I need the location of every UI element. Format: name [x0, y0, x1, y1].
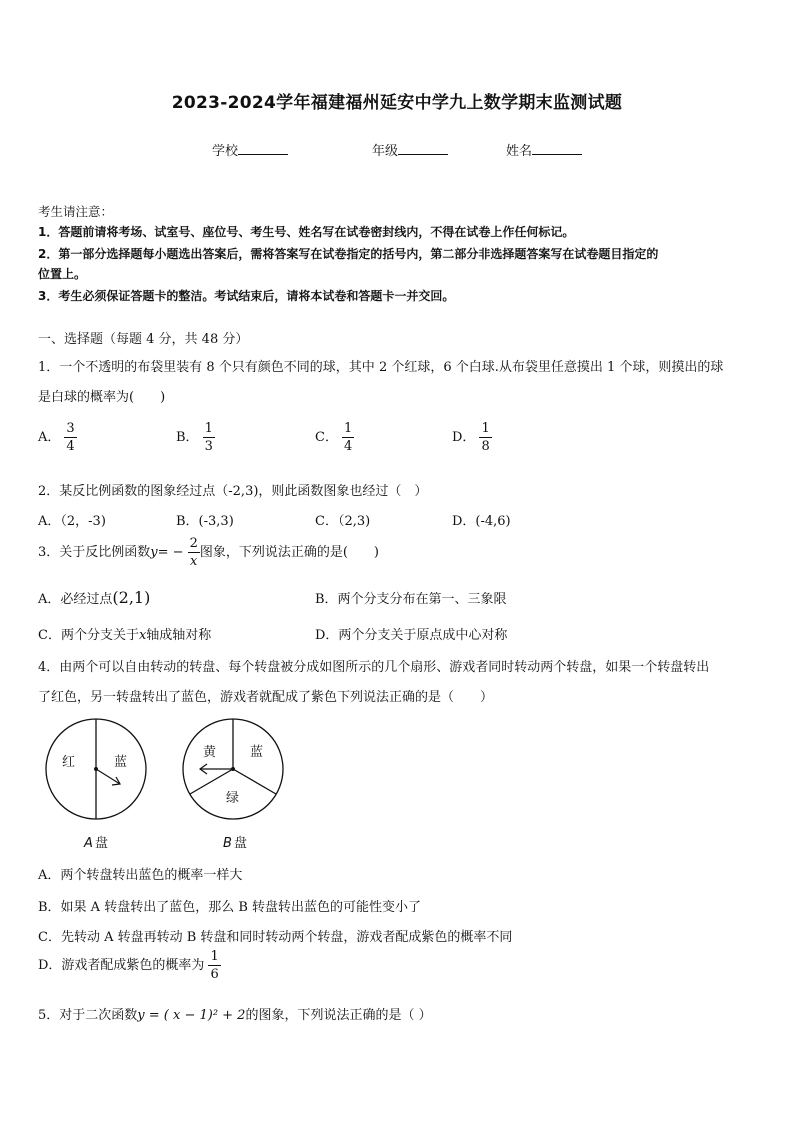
q1-option-b: B． $\frac{1}{3}$: [176, 421, 213, 454]
q1-option-a: A． $\frac{3}{4}$: [38, 421, 75, 454]
q5-formula: y = ( x − 1)² + 2: [137, 1008, 246, 1023]
q4-stem-line1: 4．由两个可以自由转动的转盘、每个转盘被分成如图所示的几个扇形、游戏者同时转动两个转盘，如果一个转盘转出: [38, 660, 710, 675]
school-field: [212, 140, 288, 159]
notice-item-1: 1．答题前请将考场、试室号、座位号、考生号、姓名写在试卷密封线内，不得在试卷上作任何标记。: [38, 225, 575, 239]
name-blank: [532, 142, 582, 155]
spinner-b-blue-label: 蓝: [250, 745, 264, 760]
spinner-b-yellow-label: 黄: [203, 745, 217, 760]
q3-stem: 3．关于反比例函数y= − $\frac{2}{x}$ 图象，下列说法正确的是( ): [38, 536, 379, 569]
q4-option-a: A．两个转盘转出蓝色的概率一样大: [38, 868, 243, 883]
q2-option-b: B．(-3,3): [176, 514, 234, 529]
section-heading: 一、选择题（每题 4 分，共 48 分）: [38, 332, 249, 347]
q2-stem: 2．某反比例函数的图象经过点（-2,3)，则此函数图象也经过（ ）: [38, 484, 428, 499]
spinner-a-blue-label: 蓝: [114, 755, 128, 770]
notice-heading: 考生请注意：: [38, 204, 114, 219]
school-label: 学校: [212, 144, 239, 159]
spinner-b-caption-letter: B: [223, 836, 232, 851]
spinner-a-caption-letter: A: [84, 836, 93, 851]
spinner-figures: [40, 716, 300, 856]
grade-field: [372, 140, 448, 159]
q4-option-d: D．游戏者配成紫色的概率为 $\frac{1}{6}$: [38, 949, 219, 982]
q1-option-c: C． $\frac{1}{4}$: [315, 421, 353, 454]
q2-option-d: D．(-4,6): [452, 514, 511, 529]
q4-option-c: C．先转动 A 转盘再转动 B 转盘和同时转动两个转盘，游戏者配成紫色的概率不同: [38, 930, 513, 945]
q3-option-b: B．两个分支分布在第一、三象限: [315, 592, 507, 607]
grade-blank: [398, 142, 448, 155]
q1-stem-line1: 1．一个不透明的布袋里装有 8 个只有颜色不同的球，其中 2 个红球，6 个白球.从布袋里任意摸出 1 个球，则摸出的球: [38, 360, 724, 375]
q3-fraction: $\frac{2}{x}$: [189, 536, 198, 569]
q3-option-a: A．必经过点(2,1): [38, 588, 151, 607]
q1-option-d: D． $\frac{1}{8}$: [452, 421, 490, 454]
q4-option-b: B．如果 A 转盘转出了蓝色，那么 B 转盘转出蓝色的可能性变小了: [38, 900, 422, 915]
spinner-b-divider-right: [233, 769, 276, 794]
notice-item-3: 3．考生必须保证答题卡的整洁。考试结束后，请将本试卷和答题卡一并交回。: [38, 289, 455, 303]
q2-option-a: A．（2，-3): [38, 514, 106, 529]
grade-label: 年级: [372, 144, 399, 159]
spinner-b: [183, 719, 283, 819]
spinner-b-caption: 盘: [234, 836, 248, 851]
school-blank: [238, 142, 288, 155]
notice-item-2-cont: 位置上。: [38, 267, 87, 281]
q3-var-y: y: [150, 545, 158, 560]
name-field: [506, 140, 582, 159]
q4-stem-line2: 了红色，另一转盘转出了蓝色，游戏者就配成了紫色下列说法正确的是（ ）: [38, 690, 494, 705]
q5-stem: 5．对于二次函数y = ( x − 1)² + 2的图象，下列说法正确的是（ ）: [38, 1008, 432, 1023]
spinner-a-pointer: [96, 769, 120, 784]
q3-option-c: C．两个分支关于x轴成轴对称: [38, 628, 212, 643]
name-label: 姓名: [506, 144, 533, 159]
q3-option-d: D．两个分支关于原点成中心对称: [315, 628, 508, 643]
q2-option-c: C．（2,3): [315, 514, 371, 529]
spinner-a: [46, 719, 146, 819]
notice-item-2: 2．第一部分选择题每小题选出答案后，需将答案写在试卷指定的括号内，第二部分非选择题答案写在试卷题目指定的: [38, 247, 659, 261]
spinner-a-red-label: 红: [62, 755, 76, 770]
spinner-b-green-label: 绿: [226, 791, 240, 806]
page-title: 2023-2024学年福建福州延安中学九上数学期末监测试题: [171, 93, 623, 113]
spinner-a-caption: 盘: [95, 836, 109, 851]
q1-stem-line2: 是白球的概率为( ): [38, 390, 166, 405]
